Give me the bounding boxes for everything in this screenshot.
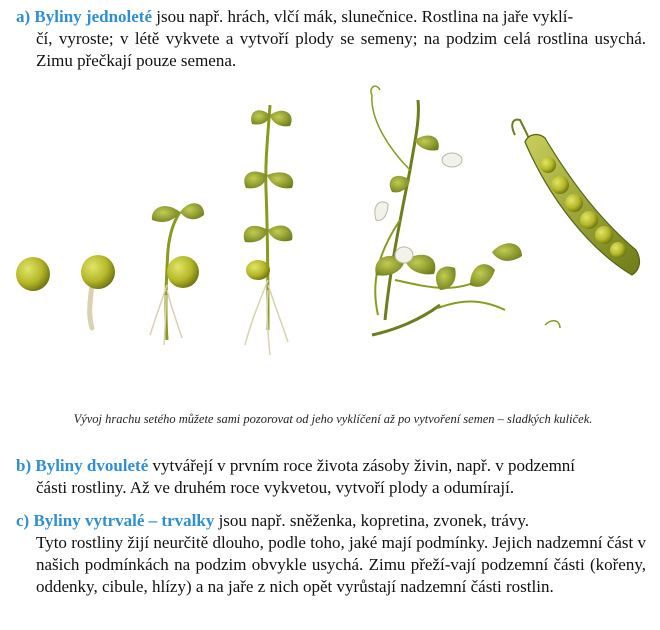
young-plant-icon — [244, 105, 293, 355]
section-c-text-first: jsou např. sněženka, kopretina, zvonek, trávy. — [214, 511, 530, 530]
paragraph-perennial-herbs — [16, 510, 646, 598]
germinating-seed-icon — [81, 255, 115, 328]
pea-development-illustration — [0, 80, 660, 410]
pea-pod-icon — [512, 120, 639, 275]
section-b-text-first: vytvářejí v prvním roce života zásoby živin, např. v podzemní — [148, 456, 576, 475]
section-a-marker: a) — [16, 7, 31, 26]
flowering-plant-icon — [371, 86, 560, 335]
section-b-term: Byliny dvouleté — [35, 456, 149, 475]
figure-caption: Vývoj hrachu setého můžete sami pozorovat od jeho vyklíčení až po vytvoření semen – sladkých kuliček. — [73, 412, 593, 426]
section-b-text-rest: části rostliny. Až ve druhém roce vykvetou, vytvoří plody a odumírají. — [36, 478, 515, 497]
paragraph-biennial-herbs — [16, 455, 646, 499]
section-a-text-first: jsou např. hrách, vlčí mák, slunečnice. Rostlina na jaře vyklí- — [152, 7, 574, 26]
section-a-text-rest: čí, vyroste; v létě vykvete a vytvoří plody se semeny; na podzim celá rostlina usychá. Zimu přečkají pouze semena. — [36, 29, 646, 70]
pea-seed-icon — [16, 257, 50, 291]
seedling-icon — [150, 203, 204, 345]
section-b-marker: b) — [16, 456, 32, 475]
section-c-marker: c) — [16, 511, 30, 530]
section-a-term: Byliny jednoleté — [34, 7, 153, 26]
section-c-text-rest: Tyto rostliny žijí neurčitě dlouho, podle toho, jaké mají podmínky. Jejich nadzemní část v našich podmínkách na podzim obvykle usychá. Zimu přeží-vají podzemní části (kořeny, oddenky, cibule, hlízy) a na jaře z nich opět vyrůstají nadzemní části rostlin. — [36, 533, 646, 596]
paragraph-annual-herbs — [16, 6, 646, 72]
section-c-term: Byliny vytrvalé – trvalky — [33, 511, 215, 530]
